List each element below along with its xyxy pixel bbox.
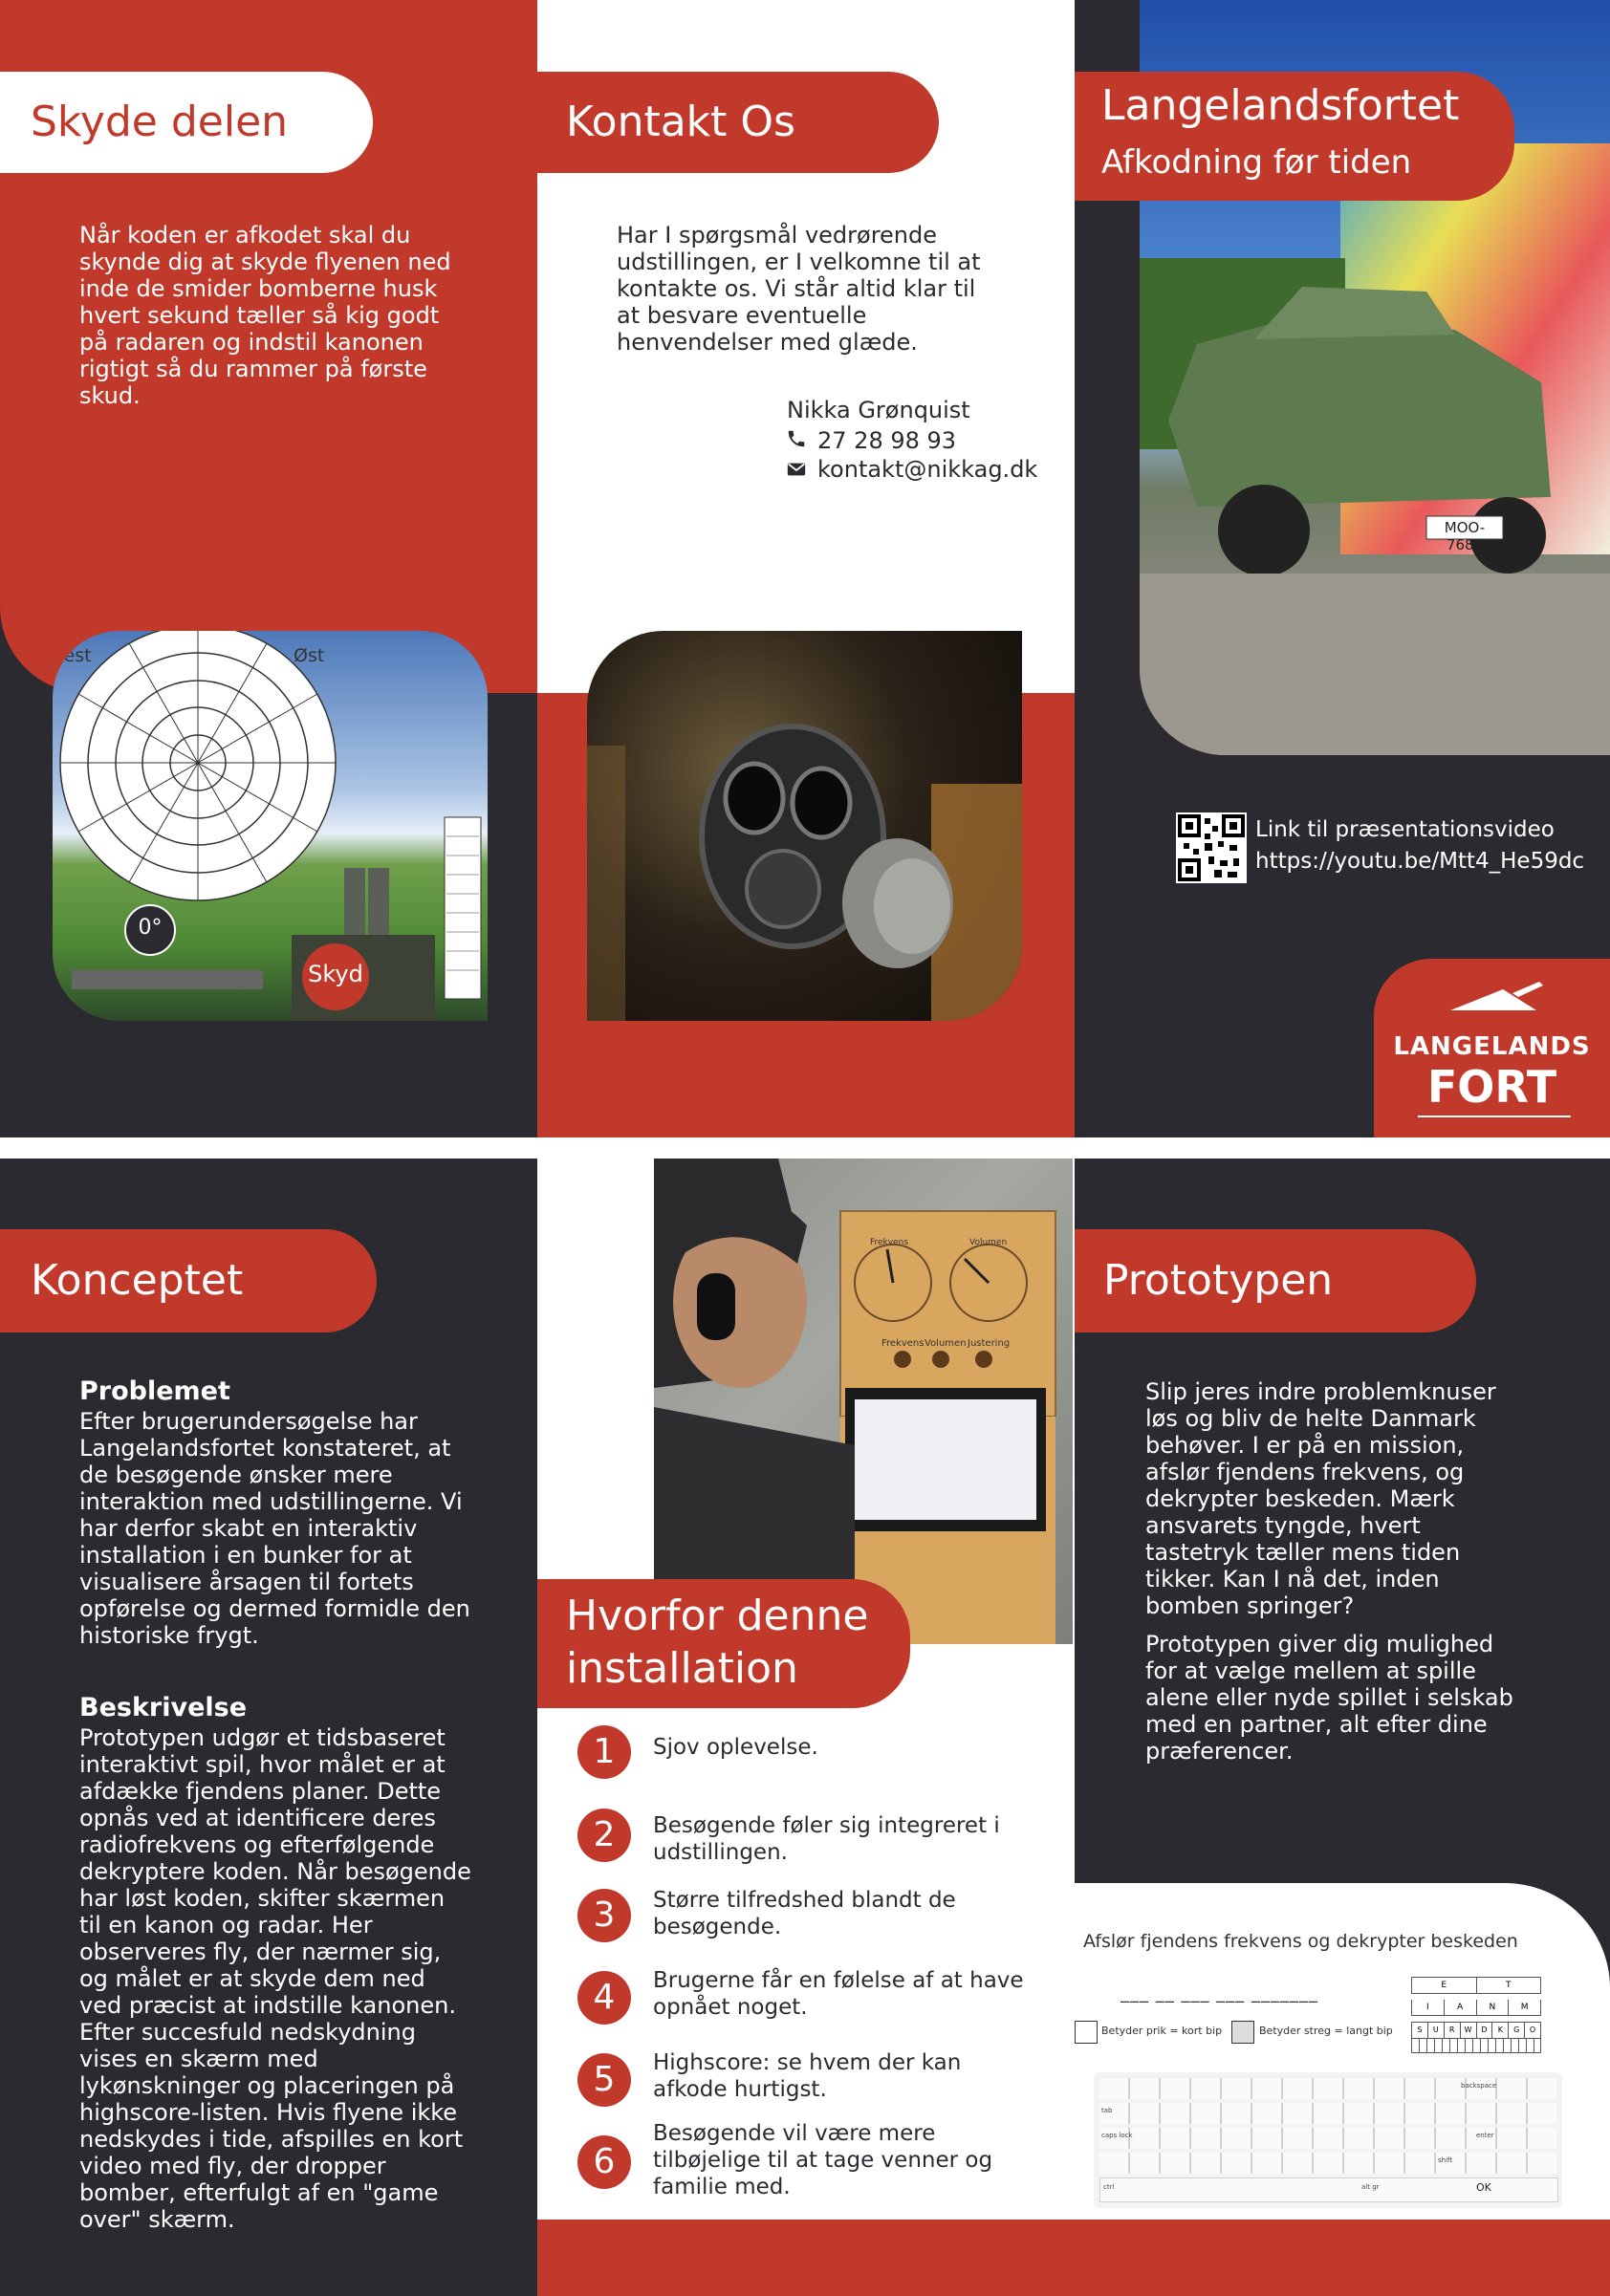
radar-label-west: Vest xyxy=(53,645,92,666)
reason-number-3: 3 xyxy=(577,1889,631,1942)
license-plate: MOO-7685 xyxy=(1444,519,1486,553)
key-ok[interactable]: OK xyxy=(1476,2181,1491,2194)
radar-scope xyxy=(53,631,488,1021)
morse-key-g: G xyxy=(1509,2023,1525,2038)
gauge-label-frekvens: Frekvens xyxy=(870,1238,909,1247)
radar-label-east: Øst xyxy=(294,645,325,666)
description-heading: Beskrivelse xyxy=(79,1693,248,1722)
legend-dash-text: Betyder streg = langt bip xyxy=(1259,2025,1393,2037)
trowel-icon xyxy=(1446,980,1546,1016)
fire-button[interactable]: Skyd xyxy=(308,961,363,987)
reason-text-1: Sjov oplevelse. xyxy=(653,1735,818,1760)
reason-text-6: Besøgende vil være mere tilbøjelige til at tage venner og familie med. xyxy=(653,2121,993,2199)
key-caps-lock[interactable]: caps lock xyxy=(1101,2132,1133,2139)
panel-kontakt-text: Har I spørgsmål vedrørende udstillingen, er I velkomne til at kontakte os. Vi står altid klar til at besvare eventuelle henvendelser med glæde. xyxy=(617,222,981,356)
dial-label-volumen: Volumen xyxy=(925,1338,967,1349)
morse-key-o: O xyxy=(1529,2025,1536,2034)
morse-code-display: ___ __ ___ ___ _______ xyxy=(1120,1983,1318,2004)
reason-number-5: 5 xyxy=(577,2053,631,2107)
panel-skyde-text: Når koden er afkodet skal du skynde dig at skyde flyenen ned inde de smider bomberne husk hvert sekund tæller så kig godt på radaren og indstil kanonen rigtigt så du rammer på første skud. xyxy=(79,222,451,409)
description-text: Prototypen udgør et tidsbaseret interaktivt spil, hvor målet er at afdække fjendens planer. Dette opnås ved at identificere deres radiofrekvens og efterfølgende dekryptere koden. Når besøgende har løst koden, skifter skærmen til en kanon og radar. Her observeres fly, der nærmer sig, og målet er at skyde dem ned ved præcist at indstille kanonen. Efter succesfuld nedskydning vises en skærm med lykønskninger og placeringen på highscore-listen. Hvis flyene ikke nedskydes i tide, afspilles en kort video med fly, der dropper bomber, efterfulgt af en "game over" skærm. xyxy=(79,1724,471,2233)
key-alt-gr[interactable]: alt gr xyxy=(1361,2183,1380,2191)
morse-key-r: R xyxy=(1445,2023,1461,2038)
panel-hvorfor-title-line1: Hvorfor denne xyxy=(566,1592,869,1640)
legend-dot-box xyxy=(1075,2021,1098,2044)
gas-mask-illustration xyxy=(587,631,1022,1021)
key-tab[interactable]: tab xyxy=(1101,2107,1113,2114)
contact-name: Nikka Grønquist xyxy=(787,397,970,423)
radar-game-image xyxy=(53,631,488,1021)
key-ctrl[interactable]: ctrl xyxy=(1103,2183,1115,2191)
panel-fort-subtitle: Afkodning før tiden xyxy=(1101,143,1412,182)
video-link[interactable]: https://youtu.be/Mtt4_He59dc xyxy=(1255,849,1585,874)
fort-logo-underline xyxy=(1418,1116,1571,1117)
gauge-label-volumen: Volumen xyxy=(969,1238,1008,1247)
problem-text: Efter brugerundersøgelse har Langelandsfortet konstateret, at de besøgende ønsker mere interaktion med udstillingerne. Vi har derfor skabt en interaktiv installation i en bunker for at visualisere årsagen til fortets opførelse og dermed formidle den historiske frygt. xyxy=(79,1408,470,1649)
contact-email[interactable]: kontakt@nikkag.dk xyxy=(817,456,1038,483)
reason-text-3: Større tilfredshed blandt de besøgende. xyxy=(653,1888,956,1939)
morse-leaf-row xyxy=(1411,2039,1541,2053)
envelope-icon xyxy=(786,459,807,480)
panel-konceptet-title: Konceptet xyxy=(0,1229,377,1332)
morse-key-w: W xyxy=(1461,2023,1477,2038)
reason-number-1: 1 xyxy=(577,1725,631,1779)
problem-heading: Problemet xyxy=(79,1376,230,1406)
morse-key-i: I xyxy=(1412,2000,1445,2015)
on-screen-keyboard xyxy=(1094,2072,1562,2208)
keyboard-row-4 xyxy=(1099,2153,1556,2174)
key-enter[interactable]: enter xyxy=(1476,2132,1494,2139)
qr-code[interactable] xyxy=(1176,812,1247,883)
reason-number-6: 6 xyxy=(577,2135,631,2189)
panel-skyde-title: Skyde delen xyxy=(0,72,373,173)
morse-key-u: U xyxy=(1428,2023,1445,2038)
morse-key-n: N xyxy=(1477,2000,1510,2015)
morse-key-e: E xyxy=(1412,1978,1477,1993)
panel-kontakt-title: Kontakt Os xyxy=(537,72,939,173)
dial-label-justering: Justering xyxy=(968,1338,1011,1349)
reason-text-2: Besøgende føler sig integreret i udstillingen. xyxy=(653,1813,1000,1865)
key-backspace[interactable]: backspace xyxy=(1461,2082,1497,2090)
panel-hvorfor-bottom-band xyxy=(537,2220,1610,2296)
morse-key-m: M xyxy=(1520,2003,1529,2012)
key-shift[interactable]: shift xyxy=(1438,2156,1453,2164)
fort-logo-line2: FORT xyxy=(1426,1061,1557,1113)
reason-number-2: 2 xyxy=(577,1809,631,1862)
reason-text-4: Brugerne får en følelse af at have opnået noget. xyxy=(653,1968,1024,2020)
prototypen-text-2: Prototypen giver dig mulighed for at vælge mellem at spille alene eller nyde spillet i selskab med en partner, alt efter dine præferencer. xyxy=(1145,1631,1513,1765)
legend-dash-box xyxy=(1231,2021,1254,2044)
prototypen-text-1: Slip jeres indre problemknuser løs og bliv de helte Danmark behøver. I er på en mission, afslør fjendens frekvens, og dekrypter beskeden. Mærk ansvarets tyngde, hvert tastetryk tæller mens tiden tikker. Kan I nå det, inden bomben springer? xyxy=(1145,1378,1496,1619)
game-screen-screenshot xyxy=(1075,1883,1610,2220)
dial-label-frekvens: Frekvens xyxy=(881,1338,925,1349)
panel-prototypen-title: Prototypen xyxy=(1075,1229,1476,1332)
page-gap xyxy=(0,1137,1610,1159)
gas-mask-photo xyxy=(587,631,1022,1021)
keyboard-row-2 xyxy=(1099,2103,1556,2124)
morse-key-t: T xyxy=(1506,1981,1512,1990)
panel-fort-title: Langelandsfortet xyxy=(1101,81,1460,130)
video-label: Link til præsentationsvideo xyxy=(1255,817,1555,842)
installation-illustration xyxy=(654,1159,1073,1644)
panel-hvorfor-title-line2: installation xyxy=(566,1644,798,1693)
screen-heading: Afslør fjendens frekvens og dekrypter beskeden xyxy=(1083,1931,1518,1952)
morse-key-k: K xyxy=(1492,2023,1509,2038)
contact-phone[interactable]: 27 28 98 93 xyxy=(817,427,957,454)
reason-number-4: 4 xyxy=(577,1971,631,2025)
phone-icon xyxy=(786,428,807,449)
user-at-installation-photo xyxy=(654,1159,1073,1644)
fort-logo-line1: LANGELANDS xyxy=(1393,1032,1591,1061)
cannon-angle-readout: 0° xyxy=(138,916,163,940)
morse-key-d: D xyxy=(1477,2023,1493,2038)
morse-tree xyxy=(1411,1977,1541,2053)
morse-key-s: S xyxy=(1412,2023,1428,2038)
morse-key-a: A xyxy=(1445,2000,1477,2015)
legend-dot-text: Betyder prik = kort bip xyxy=(1101,2025,1223,2037)
reason-text-5: Highscore: se hvem der kan afkode hurtigst. xyxy=(653,2050,962,2102)
